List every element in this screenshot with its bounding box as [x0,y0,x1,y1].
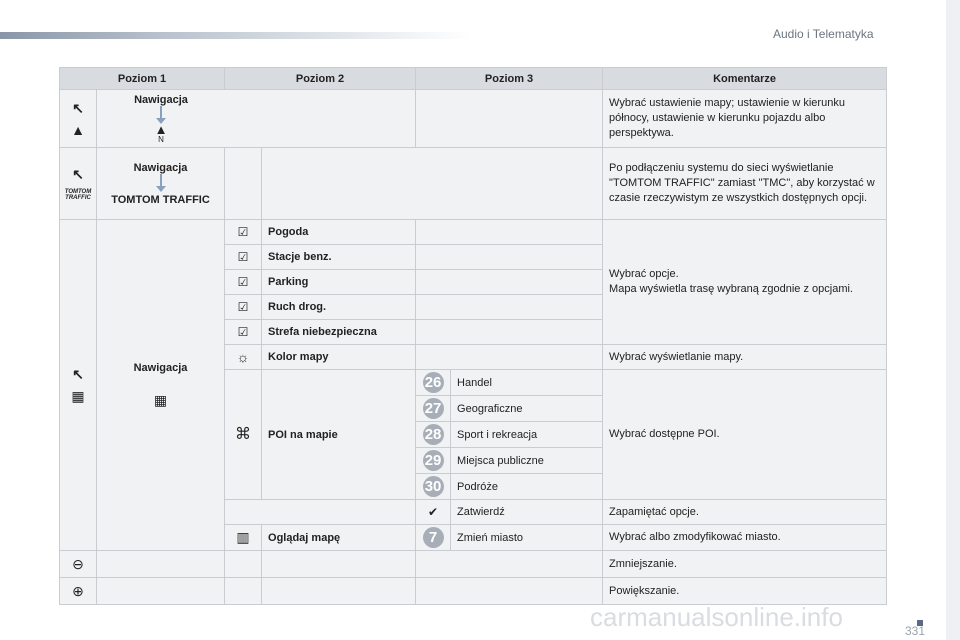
filter-check-icon: ☑ [225,320,262,345]
col-header-level2: Poziom 2 [225,68,416,90]
page-edge-strip [946,0,960,640]
poi-badge-cell [416,448,451,474]
navigation-icon: ↖ [72,366,84,382]
col-header-comments: Komentarze [603,68,887,90]
empty-cell [262,551,416,578]
page-number: 331 [905,624,926,638]
poi-badge-cell [416,474,451,500]
level3-cell [262,148,603,220]
category-badge: 30 [423,476,444,497]
comment-cell: Wybrać ustawienie mapy; ustawienie w kierunku północy, ustawienie w kierunku pojazdu albo perspektywa. [603,90,887,148]
header-gradient-bar [0,32,470,39]
section-title: Audio i Telematyka [773,27,874,41]
poi-icon: ⌘ [225,370,262,500]
level2-cell [97,148,225,220]
empty-cell [97,578,225,605]
comment-cell: Powiększanie. [603,578,887,605]
confirm-label: Zatwierdź [451,500,603,525]
filter-label: Strefa niebezpieczna [262,320,416,345]
col-header-level3: Poziom 3 [416,68,603,90]
map-settings-icon: ▦ [71,388,85,404]
level2-label: Nawigacja [134,93,188,106]
level3-cell [416,270,603,295]
north-arrow-icon: ▲ [154,121,168,137]
level3-cell [416,345,603,370]
arrow-down-icon [156,186,166,192]
filters-comment-cell [603,220,887,345]
level2-sublabel: TOMTOM TRAFFIC [111,193,210,206]
level3-cell [416,220,603,245]
comment-cell: Po podłączeniu systemu do sieci wyświetlanie "TOMTOM TRAFFIC" zamiast "TMC", aby korzystać w czasie rzeczywistym ze wszystkich dostępnych opcji. [603,148,887,220]
level3-cell [416,90,603,148]
comment-cell: Zmniejszanie. [603,551,887,578]
day-night-icon: ☼ [225,345,262,370]
level2-label: Nawigacja [133,361,188,374]
comment-cell: Wybrać dostępne POI. [603,370,887,500]
poi-badge-cell [416,370,451,396]
zoom-in-icon: ⊕ [60,578,97,605]
table-row [60,578,887,605]
level3-cell [416,295,603,320]
level2-cell [97,90,416,148]
checkmark-icon: ✔ [416,500,451,525]
filters-comment-line: Mapa wyświetla trasę wybraną zgodnie z opcjami. [609,283,853,295]
navigation-icon: ↖ [72,165,84,182]
arrow-line [160,174,162,186]
col-header-level1: Poziom 1 [60,68,225,90]
table-header-row [60,68,887,90]
empty-cell [416,551,603,578]
comment-cell: Zapamiętać opcje. [603,500,887,525]
empty-cell [416,578,603,605]
level2-label: Nawigacja [133,161,188,174]
filter-label: Pogoda [262,220,416,245]
color-map-label: Kolor mapy [262,345,416,370]
table-row [60,90,887,148]
poi-category-label: Handel [451,370,603,396]
table-row [60,220,887,245]
watermark: carmanualsonline.info [590,602,843,632]
north-up-icon: ▲ [71,121,85,138]
category-badge: 29 [423,450,444,471]
filter-label: Parking [262,270,416,295]
comment-cell: Wybrać wyświetlanie mapy. [603,345,887,370]
comment-cell: Wybrać albo zmodyfikować miasto. [603,525,887,551]
category-badge: 28 [423,424,444,445]
arrow-line [160,106,162,118]
poi-category-label: Podróże [451,474,603,500]
empty-cell [225,578,262,605]
level1-icon-cell [60,220,97,551]
level3-cell [416,320,603,345]
table-row [60,148,887,220]
change-city-label: Zmień miasto [451,525,603,551]
level1-icon-cell [60,90,97,148]
view-map-label: Oglądaj mapę [262,525,416,551]
level1-icon-cell [60,148,97,220]
zoom-out-icon: ⊖ [60,551,97,578]
level3-cell [416,245,603,270]
category-badge: 26 [423,372,444,393]
poi-category-label: Miejsca publiczne [451,448,603,474]
level2-cell [97,220,225,551]
poi-badge-cell [416,422,451,448]
view-map-icon: ▥ [225,525,262,551]
filter-check-icon: ☑ [225,270,262,295]
filter-check-icon: ☑ [225,245,262,270]
navigation-icon: ↖ [72,99,84,116]
empty-cell [225,551,262,578]
north-letter: N [158,134,164,144]
filter-label: Ruch drog. [262,295,416,320]
empty-cell [225,148,262,220]
empty-cell [262,578,416,605]
empty-cell [97,551,225,578]
poi-badge-cell [416,396,451,422]
settings-table [59,67,887,605]
poi-category-label: Geograficzne [451,396,603,422]
poi-category-label: Sport i rekreacja [451,422,603,448]
filter-check-icon: ☑ [225,220,262,245]
tomtom-traffic-logo: TOMTOM TRAFFIC [64,188,92,201]
filter-label: Stacje benz. [262,245,416,270]
filter-check-icon: ☑ [225,295,262,320]
map-settings-icon: ▦ [153,391,168,408]
poi-label: POI na mapie [262,370,416,500]
table-row [60,551,887,578]
filters-comment-line: Wybrać opcje. [609,268,679,280]
category-badge: 7 [423,527,444,548]
empty-cell [225,500,416,525]
city-badge-cell [416,525,451,551]
category-badge: 27 [423,398,444,419]
